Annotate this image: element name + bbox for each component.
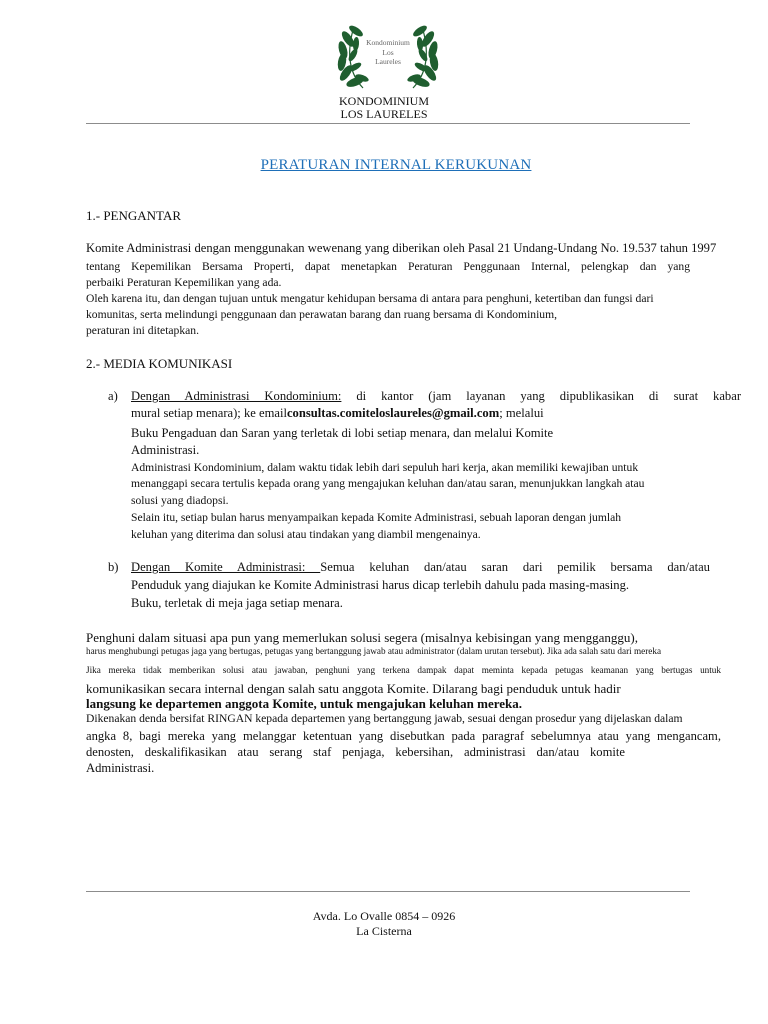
section-heading-media-komunikasi: 2.- MEDIA KOMUNIKASI xyxy=(86,356,233,371)
logo-line: Kondominium xyxy=(366,38,410,47)
closing-line: Penghuni dalam situasi apa pun yang memerlukan solusi segera (misalnya kebisingan yang mengganggu), xyxy=(86,630,639,645)
footer-address: Avda. Lo Ovalle 0854 – 0926 xyxy=(312,909,456,923)
list-item-a-line: solusi yang diadopsi. xyxy=(131,494,229,507)
list-item-a-line: menanggapi secara tertulis kepada orang yang mengajukan keluhan dan/atau saran, menunjukkan langkah atau xyxy=(131,477,645,490)
list-item-a-lead: Dengan Administrasi Kondominium: xyxy=(131,389,342,403)
closing-line: komunikasikan secara internal dengan salah satu anggota Komite. Dilarang bagi penduduk untuk hadir xyxy=(86,681,621,696)
footer-city: La Cisterna xyxy=(356,924,412,938)
paragraph-line: Komite Administrasi dengan menggunakan wewenang yang diberikan oleh Pasal 21 Undang-Undang No. 19.537 tahun 1997 xyxy=(86,241,717,255)
document-title: PERATURAN INTERNAL KERUKUNAN xyxy=(260,157,532,173)
closing-line: Jika mereka tidak memberikan solusi atau jawaban, penghuni yang terkena dampak dapat meminta kepada petugas keamanan yang bertugas untuk xyxy=(86,665,721,675)
list-item-a-line: Selain itu, setiap bulan harus menyampaikan kepada Komite Administrasi, sebuah laporan dengan jumlah xyxy=(131,511,622,524)
list-item-b-line: Dengan Komite Administrasi: Semua keluhan dan/atau saran dari pemilik bersama dan/atau xyxy=(131,560,710,574)
closing-line: harus menghubungi petugas jaga yang bertugas, petugas yang bertanggung jawab atau administrator (dalam urutan tersebut). Jika ada salah satu dari mereka xyxy=(86,646,662,656)
list-item-b-line: Penduduk yang diajukan ke Komite Administrasi harus dicap terlebih dahulu pada masing-masing. xyxy=(131,578,630,592)
footer-divider xyxy=(86,891,690,892)
list-item-b-lead: Dengan Komite Administrasi: xyxy=(131,560,321,574)
closing-line: angka 8, bagi mereka yang melanggar ketentuan yang disebutkan pada paragraf sebelumnya atau yang mengancam, xyxy=(86,729,721,743)
org-line-1: KONDOMINIUM xyxy=(339,94,429,108)
paragraph-line: tentang Kepemilikan Bersama Properti, dapat menetapkan Peraturan Penggunaan Internal, pelengkap dan yang xyxy=(86,260,690,273)
logo-text xyxy=(333,38,443,67)
org-line-2: LOS LAURELES xyxy=(340,107,428,121)
paragraph-line: komunitas, serta melindungi penggunaan dan perawatan barang dan ruang bersama di Kondominium, xyxy=(86,308,558,321)
paragraph-line: perbaiki Peraturan Kepemilikan yang ada. xyxy=(86,276,282,289)
organization-name xyxy=(0,95,768,121)
list-item-a-line: Administrasi. xyxy=(131,443,200,457)
list-item-a-line: Buku Pengaduan dan Saran yang terletak di lobi setiap menara, dan melalui Komite xyxy=(131,426,554,440)
email-address: consultas.comiteloslaureles@gmail.com xyxy=(286,406,500,420)
list-item-a-line: mural setiap menara); ke emailconsultas.comiteloslaureles@gmail.com; melalui xyxy=(131,406,544,420)
logo-line: Laureles xyxy=(375,57,401,66)
list-item-a-line: keluhan yang diterima dan solusi atau tindakan yang diambil mengenainya. xyxy=(131,528,481,541)
closing-line: Dikenakan denda bersifat RINGAN kepada departemen yang bertanggung jawab, sesuai dengan prosedur yang dijelaskan dalam xyxy=(86,712,683,725)
logo-line: Los xyxy=(382,47,394,57)
closing-line-bold: langsung ke departemen anggota Komite, untuk mengajukan keluhan mereka. xyxy=(86,696,523,711)
paragraph-line: peraturan ini ditetapkan. xyxy=(86,324,199,337)
list-marker-a: a) xyxy=(108,389,118,403)
paragraph-line: Oleh karena itu, dan dengan tujuan untuk mengatur kehidupan bersama di antara para penghuni, ketertiban dan fungsi dari xyxy=(86,292,654,305)
list-item-a-line: Dengan Administrasi Kondominium: di kantor (jam layanan yang dipublikasikan di surat kabar xyxy=(131,389,742,403)
list-item-b-line: Buku, terletak di meja jaga setiap menara. xyxy=(131,596,343,610)
closing-line: Administrasi. xyxy=(86,761,155,775)
laurel-wreath-logo xyxy=(333,22,443,94)
closing-line: denosten, deskalifikasikan atau serang staf penjaga, kebersihan, administrasi dan/atau komite xyxy=(86,745,625,759)
list-marker-b: b) xyxy=(108,560,119,574)
header-divider xyxy=(86,123,690,124)
list-item-a-line: Administrasi Kondominium, dalam waktu tidak lebih dari sepuluh hari kerja, akan memiliki kewajiban untuk xyxy=(131,461,639,474)
section-heading-pengantar: 1.- PENGANTAR xyxy=(86,208,182,223)
